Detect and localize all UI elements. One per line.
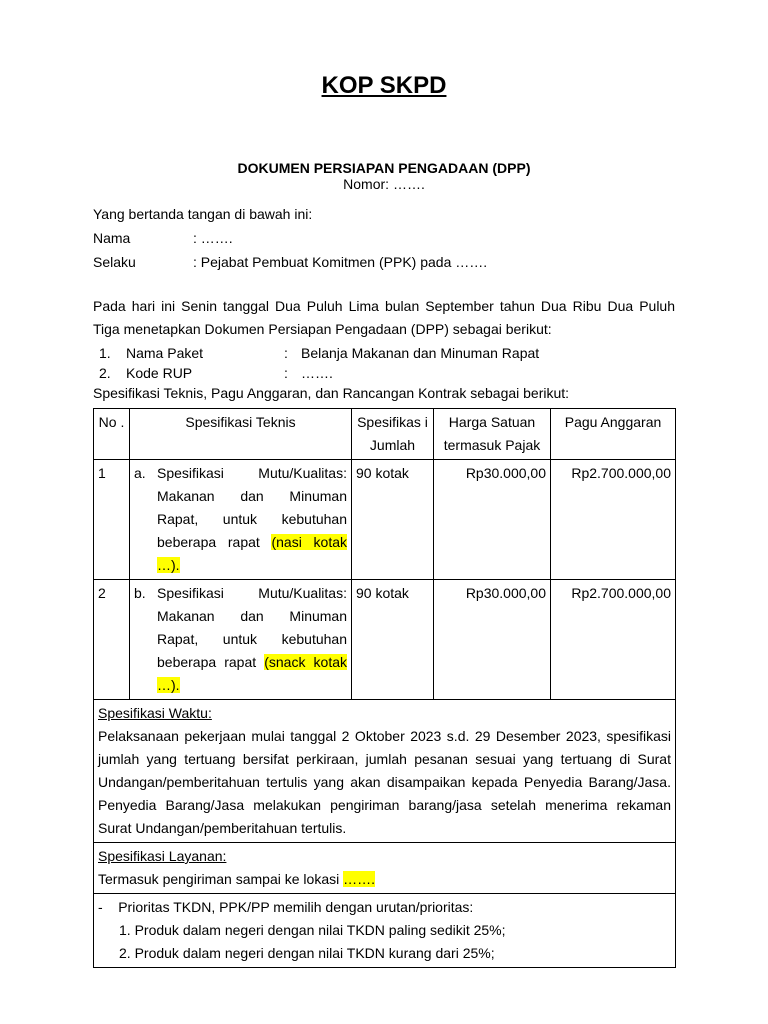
item-number: 1. <box>99 345 111 361</box>
priority-item: 2. Produk dalam negeri dengan nilai TKDN kurang dari 25%; <box>119 945 495 961</box>
row-spec <box>130 460 352 580</box>
opening-paragraph: Pada hari ini Senin tanggal Dua Puluh Lima bulan September tahun Dua Ribu Dua Puluh Tiga menetapkan Dokumen Persiapan Pengadaan (DPP) sebagai berikut: <box>93 298 675 337</box>
row-budget: Rp2.700.000,00 <box>551 460 676 580</box>
service-spec-row <box>94 843 676 894</box>
service-spec-highlight: ……. <box>343 871 375 887</box>
document-title: DOKUMEN PERSIAPAN PENGADAAN (DPP) <box>237 160 531 176</box>
item-value: Belanja Makanan dan Minuman Rapat <box>301 345 540 361</box>
header-budget: Pagu Anggaran <box>551 409 676 460</box>
row-unit-price: Rp30.000,00 <box>434 580 551 700</box>
item-colon: : <box>284 365 288 381</box>
item-number: 2. <box>99 365 111 381</box>
document-number: Nomor: ……. <box>343 176 425 192</box>
row-number: 2 <box>94 580 130 700</box>
row-budget: Rp2.700.000,00 <box>551 580 676 700</box>
row-letter: a. <box>134 465 146 481</box>
list-item <box>99 365 333 381</box>
row-spec-text: Spesifikasi Mutu/Kualitas: Makanan dan Minuman Rapat, untuk kebutuhan beberapa rapat <box>157 465 347 550</box>
table-row <box>94 580 676 700</box>
signer-name-label: Nama <box>93 230 131 246</box>
header-unit-price: Harga Satuan termasuk Pajak <box>434 409 551 460</box>
time-spec-text: Pelaksanaan pekerjaan mulai tanggal 2 Oktober 2023 s.d. 29 Desember 2023, spesifikasi jumlah yang tertuang bersifat perkiraan, jumlah pesanan sesuai yang tertuang di Surat Undangan/pemberitahuan tertulis yang akan disampaikan kepada Penyedia Barang/Jasa. Penyedia Barang/Jasa melakukan pengiriman barang/jasa setelah menerima rekaman Surat Undangan/pemberitahuan tertulis. <box>98 728 671 836</box>
service-spec-title: Spesifikasi Layanan: <box>98 848 227 864</box>
signer-role-value: : Pejabat Pembuat Komitmen (PPK) pada ……. <box>193 254 488 270</box>
header-no: No . <box>94 409 130 460</box>
row-number: 1 <box>94 460 130 580</box>
row-letter: b. <box>134 585 146 601</box>
signer-name-row <box>93 230 233 246</box>
table-header-row <box>94 409 676 460</box>
time-spec-row <box>94 700 676 843</box>
row-spec <box>130 580 352 700</box>
item-colon: : <box>284 345 288 361</box>
row-spec-highlight: (snack kotak …). <box>157 654 348 693</box>
signer-role-label: Selaku <box>93 254 136 270</box>
kop-title: KOP SKPD <box>321 72 447 99</box>
header-spec: Spesifikasi Teknis <box>130 409 352 460</box>
list-item <box>99 345 539 361</box>
priority-title: - Prioritas TKDN, PPK/PP memilih dengan urutan/prioritas: <box>98 899 474 915</box>
spec-intro: Spesifikasi Teknis, Pagu Anggaran, dan Rancangan Kontrak sebagai berikut: <box>93 385 570 401</box>
row-spec-highlight: (nasi kotak …). <box>157 534 347 573</box>
service-spec-text: Termasuk pengiriman sampai ke lokasi <box>98 871 340 887</box>
signer-name-value: : ……. <box>193 230 233 246</box>
specification-table <box>93 408 676 968</box>
signer-role-row <box>93 254 487 270</box>
header-quantity: Spesifikas i Jumlah <box>352 409 434 460</box>
priority-row <box>94 894 676 968</box>
item-value: ……. <box>301 365 333 381</box>
table-row <box>94 460 676 580</box>
row-unit-price: Rp30.000,00 <box>434 460 551 580</box>
time-spec-title: Spesifikasi Waktu: <box>98 705 212 721</box>
row-quantity: 90 kotak <box>352 460 434 580</box>
signer-intro: Yang bertanda tangan di bawah ini: <box>93 206 313 222</box>
row-quantity: 90 kotak <box>352 580 434 700</box>
item-key: Nama Paket <box>126 345 204 361</box>
item-key: Kode RUP <box>126 365 193 381</box>
priority-item: 1. Produk dalam negeri dengan nilai TKDN paling sedikit 25%; <box>119 922 506 938</box>
row-spec-text: Spesifikasi Mutu/Kualitas: Makanan dan Minuman Rapat, untuk kebutuhan beberapa rapat <box>157 585 347 670</box>
